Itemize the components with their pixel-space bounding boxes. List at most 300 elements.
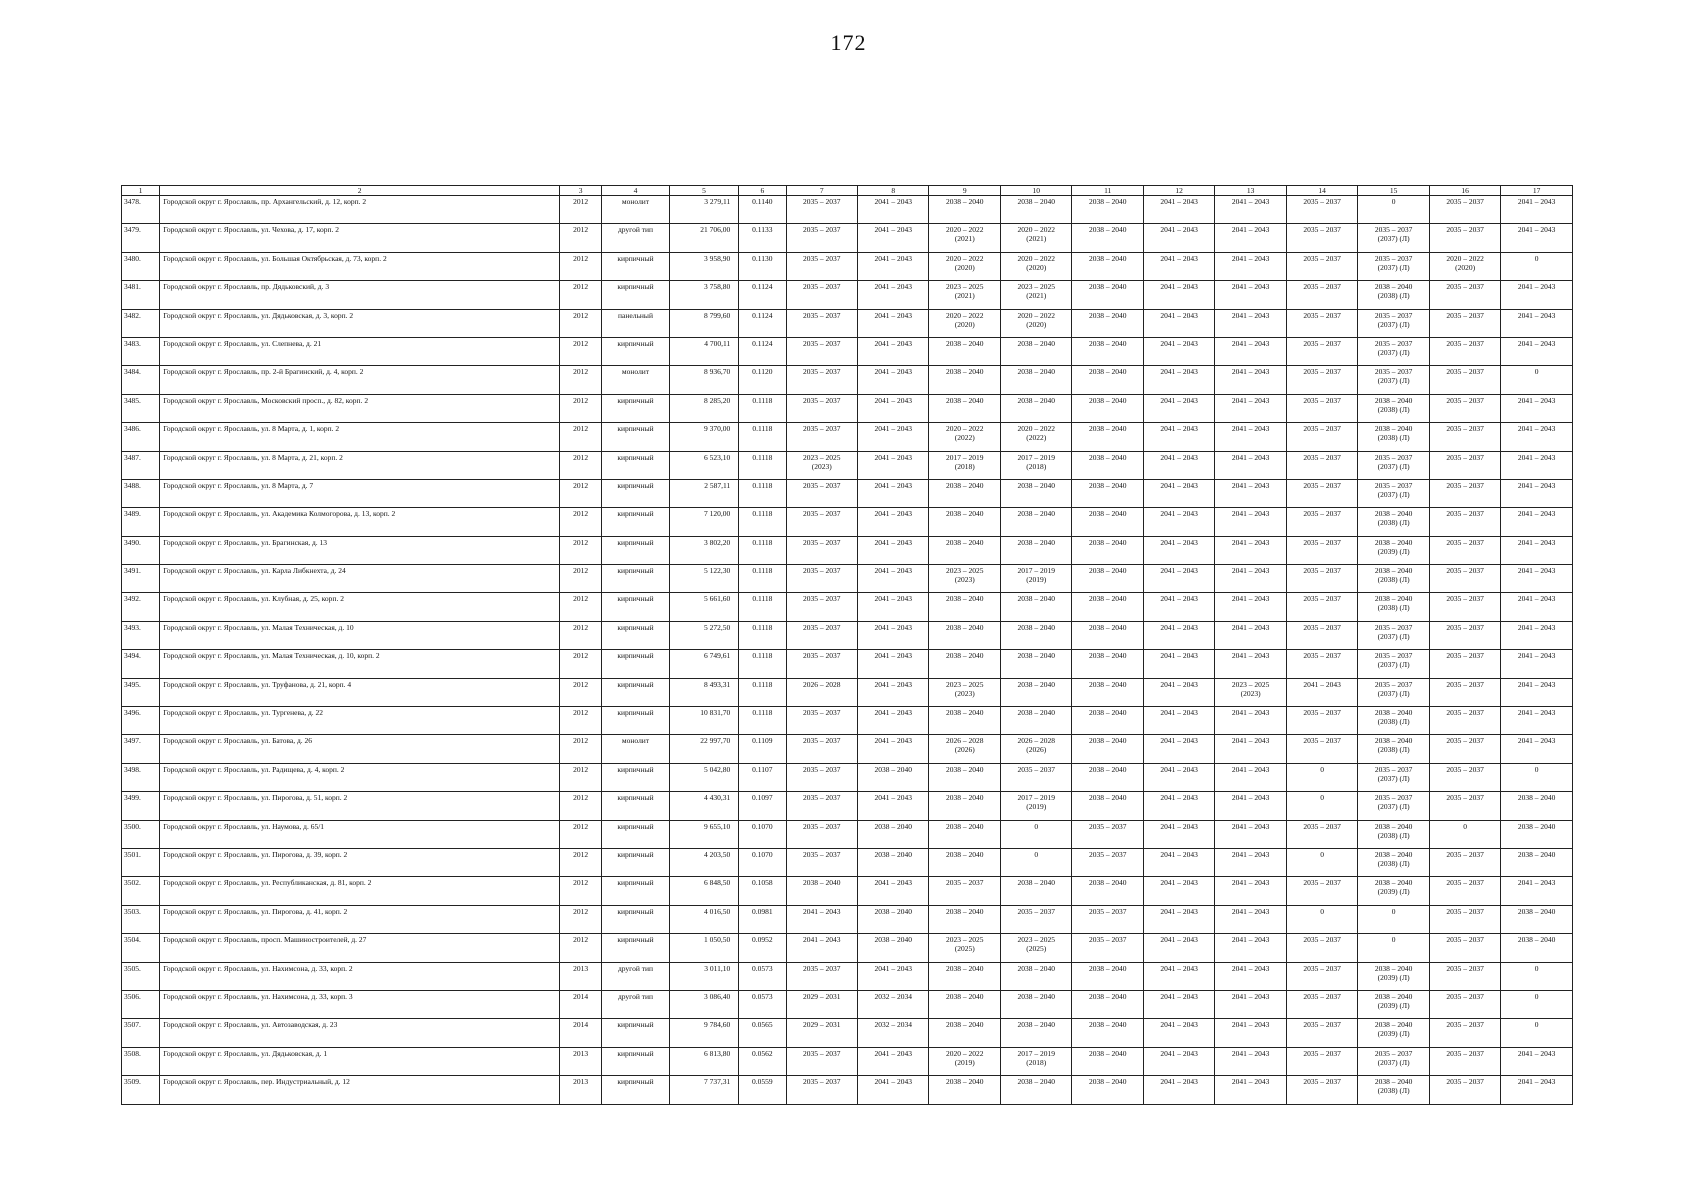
period-range: 2032 – 2034 bbox=[874, 1020, 912, 1030]
period-range: 2041 – 2043 bbox=[874, 253, 912, 263]
period-cell-col-13 bbox=[1215, 309, 1286, 337]
period-cell-col-17 bbox=[1501, 621, 1573, 649]
period-cell-col-15 bbox=[1358, 820, 1429, 848]
period-range: 2020 – 2022 bbox=[1017, 310, 1055, 320]
period-cell-col-12 bbox=[1143, 423, 1214, 451]
period-range: 2035 – 2037 bbox=[1303, 963, 1341, 973]
period-cell-col-11 bbox=[1072, 621, 1143, 649]
year-cell: 2012 bbox=[560, 678, 602, 706]
period-cell-col-8 bbox=[858, 252, 929, 280]
period-range: 2041 – 2043 bbox=[1231, 1077, 1270, 1087]
period-cell-col-15 bbox=[1358, 792, 1429, 820]
period-range: 2035 – 2037 bbox=[1017, 764, 1055, 774]
period-cell-col-7 bbox=[786, 565, 857, 593]
address-cell: Городской округ г. Ярославль, ул. Клубная, д. 25, корп. 2 bbox=[160, 593, 560, 621]
period-cell-col-15 bbox=[1358, 848, 1429, 876]
period-range: 2038 – 2040 bbox=[945, 622, 984, 632]
period-cell-col-7 bbox=[786, 366, 857, 394]
period-range: 2020 – 2022 bbox=[1017, 253, 1055, 263]
period-cell-col-14 bbox=[1286, 621, 1357, 649]
period-cell-col-11 bbox=[1072, 707, 1143, 735]
period-cell-col-7 bbox=[786, 479, 857, 507]
period-cell-col-9 bbox=[929, 394, 1000, 422]
period-range: 0 bbox=[1034, 821, 1039, 831]
period-range: 2035 – 2037 bbox=[1446, 424, 1484, 434]
area-cell: 3 802,20 bbox=[669, 536, 738, 564]
period-cell-col-7 bbox=[786, 196, 857, 224]
period-cell-col-16 bbox=[1429, 962, 1500, 990]
period-year-note: (2038) (Л) bbox=[1377, 745, 1410, 755]
period-range: 2038 – 2040 bbox=[1374, 282, 1413, 292]
period-range: 2035 – 2037 bbox=[1303, 991, 1341, 1001]
period-range: 0 bbox=[1034, 849, 1039, 859]
table-row bbox=[122, 366, 1573, 394]
period-cell-col-8 bbox=[858, 309, 929, 337]
period-range: 2041 – 2043 bbox=[874, 367, 912, 377]
period-cell-col-17 bbox=[1501, 508, 1573, 536]
wall-material-cell: кирпичный bbox=[602, 337, 669, 365]
index-cell: 0.1140 bbox=[739, 196, 786, 224]
period-range: 2041 – 2043 bbox=[874, 793, 912, 803]
period-range: 2041 – 2043 bbox=[1231, 849, 1270, 859]
period-cell-col-7 bbox=[786, 934, 857, 962]
period-cell-col-13 bbox=[1215, 281, 1286, 309]
period-cell-col-11 bbox=[1072, 508, 1143, 536]
area-cell: 7 737,31 bbox=[669, 1076, 738, 1104]
period-cell-col-11 bbox=[1072, 366, 1143, 394]
period-range: 2023 – 2025 bbox=[945, 679, 984, 689]
period-range: 2041 – 2043 bbox=[1517, 708, 1556, 718]
area-cell: 6 749,61 bbox=[669, 650, 738, 678]
area-cell: 9 655,10 bbox=[669, 820, 738, 848]
year-cell: 2013 bbox=[560, 1047, 602, 1075]
period-cell-col-12 bbox=[1143, 281, 1214, 309]
period-cell-col-8 bbox=[858, 678, 929, 706]
period-range: 2038 – 2040 bbox=[1088, 991, 1127, 1001]
period-range: 2038 – 2040 bbox=[1088, 480, 1127, 490]
period-cell-col-16 bbox=[1429, 394, 1500, 422]
period-range: 2041 – 2043 bbox=[874, 878, 912, 888]
period-year-note: (2022) bbox=[1026, 433, 1047, 443]
period-cell-col-17 bbox=[1501, 451, 1573, 479]
period-cell-col-16 bbox=[1429, 820, 1500, 848]
wall-material-cell: кирпичный bbox=[602, 905, 669, 933]
period-cell-col-11 bbox=[1072, 650, 1143, 678]
period-range: 2035 – 2037 bbox=[1446, 1048, 1484, 1058]
column-number-header: 12 bbox=[1143, 186, 1214, 196]
period-range: 0 bbox=[1391, 935, 1396, 945]
table-row bbox=[122, 536, 1573, 564]
period-range: 2041 – 2043 bbox=[1517, 282, 1556, 292]
period-range: 2035 – 2037 bbox=[945, 878, 984, 888]
period-cell-col-10 bbox=[1000, 934, 1071, 962]
period-range: 2038 – 2040 bbox=[1017, 1020, 1055, 1030]
period-cell-col-12 bbox=[1143, 224, 1214, 252]
period-range: 2020 – 2022 bbox=[1446, 253, 1484, 263]
period-range: 2035 – 2037 bbox=[1446, 679, 1484, 689]
period-range: 2035 – 2037 bbox=[1446, 367, 1484, 377]
period-range: 2023 – 2025 bbox=[1017, 935, 1055, 945]
period-range: 2035 – 2037 bbox=[1446, 878, 1484, 888]
period-cell-col-8 bbox=[858, 877, 929, 905]
row-number-cell: 3496. bbox=[122, 707, 160, 735]
index-cell: 0.1124 bbox=[739, 337, 786, 365]
period-range: 2041 – 2043 bbox=[874, 651, 912, 661]
period-cell-col-11 bbox=[1072, 848, 1143, 876]
address-cell: Городской округ г. Ярославль, ул. Малая Техническая, д. 10 bbox=[160, 621, 560, 649]
period-range: 2041 – 2043 bbox=[1160, 935, 1198, 945]
period-cell-col-12 bbox=[1143, 678, 1214, 706]
period-cell-col-14 bbox=[1286, 423, 1357, 451]
index-cell: 0.1130 bbox=[739, 252, 786, 280]
period-range: 2041 – 2043 bbox=[1160, 225, 1198, 235]
period-cell-col-10 bbox=[1000, 905, 1071, 933]
period-cell-col-11 bbox=[1072, 1019, 1143, 1047]
period-cell-col-8 bbox=[858, 366, 929, 394]
period-cell-col-10 bbox=[1000, 735, 1071, 763]
period-range: 2038 – 2040 bbox=[1088, 736, 1127, 746]
row-number-cell: 3492. bbox=[122, 593, 160, 621]
period-range: 2035 – 2037 bbox=[1446, 480, 1484, 490]
period-cell-col-9 bbox=[929, 508, 1000, 536]
period-year-note: (2023) bbox=[954, 575, 975, 585]
table-row bbox=[122, 593, 1573, 621]
period-range: 2041 – 2043 bbox=[1160, 622, 1198, 632]
index-cell: 0.1118 bbox=[739, 678, 786, 706]
wall-material-cell: кирпичный bbox=[602, 252, 669, 280]
period-range: 2041 – 2043 bbox=[1231, 566, 1270, 576]
period-cell-col-17 bbox=[1501, 593, 1573, 621]
period-range: 0 bbox=[1320, 906, 1325, 916]
period-cell-col-10 bbox=[1000, 962, 1071, 990]
period-range: 2035 – 2037 bbox=[1446, 452, 1484, 462]
period-cell-col-14 bbox=[1286, 196, 1357, 224]
period-cell-col-7 bbox=[786, 962, 857, 990]
period-cell-col-14 bbox=[1286, 678, 1357, 706]
period-range: 2038 – 2040 bbox=[1374, 821, 1413, 831]
period-year-note: (2019) bbox=[1026, 575, 1047, 585]
period-range: 2035 – 2037 bbox=[1303, 395, 1341, 405]
column-number-header: 9 bbox=[929, 186, 1000, 196]
period-range: 2041 – 2043 bbox=[1231, 225, 1270, 235]
period-cell-col-12 bbox=[1143, 848, 1214, 876]
period-cell-col-15 bbox=[1358, 508, 1429, 536]
period-range: 2038 – 2040 bbox=[1017, 480, 1055, 490]
period-cell-col-9 bbox=[929, 735, 1000, 763]
period-range: 2035 – 2037 bbox=[1374, 452, 1413, 462]
area-cell: 8 493,31 bbox=[669, 678, 738, 706]
index-cell: 0.1120 bbox=[739, 366, 786, 394]
address-cell: Городской округ г. Ярославль, ул. Малая Техническая, д. 10, корп. 2 bbox=[160, 650, 560, 678]
period-cell-col-15 bbox=[1358, 423, 1429, 451]
period-year-note: (2039) (Л) bbox=[1377, 1000, 1410, 1010]
wall-material-cell: кирпичный bbox=[602, 820, 669, 848]
row-number-cell: 3500. bbox=[122, 820, 160, 848]
wall-material-cell: монолит bbox=[602, 366, 669, 394]
period-range: 2041 – 2043 bbox=[1160, 1077, 1198, 1087]
period-range: 2038 – 2040 bbox=[1017, 878, 1055, 888]
period-cell-col-15 bbox=[1358, 962, 1429, 990]
period-range: 2041 – 2043 bbox=[1517, 452, 1556, 462]
address-cell: Городской округ г. Ярославль, ул. 8 Марта, д. 21, корп. 2 bbox=[160, 451, 560, 479]
period-cell-col-8 bbox=[858, 905, 929, 933]
period-range: 2041 – 2043 bbox=[1231, 878, 1270, 888]
period-cell-col-12 bbox=[1143, 252, 1214, 280]
period-range: 2041 – 2043 bbox=[1231, 793, 1270, 803]
period-range: 2041 – 2043 bbox=[1517, 679, 1556, 689]
year-cell: 2012 bbox=[560, 309, 602, 337]
period-cell-col-14 bbox=[1286, 479, 1357, 507]
index-cell: 0.1118 bbox=[739, 536, 786, 564]
period-cell-col-7 bbox=[786, 1047, 857, 1075]
row-number-cell: 3503. bbox=[122, 905, 160, 933]
year-cell: 2012 bbox=[560, 621, 602, 649]
period-cell-col-9 bbox=[929, 962, 1000, 990]
address-cell: Городской округ г. Ярославль, ул. Большая Октябрьская, д. 73, корп. 2 bbox=[160, 252, 560, 280]
period-range: 2029 – 2031 bbox=[803, 991, 841, 1001]
period-range: 2035 – 2037 bbox=[1446, 395, 1484, 405]
year-cell: 2012 bbox=[560, 479, 602, 507]
period-range: 2035 – 2037 bbox=[1374, 480, 1413, 490]
year-cell: 2012 bbox=[560, 820, 602, 848]
period-range: 2035 – 2037 bbox=[1446, 991, 1484, 1001]
period-range: 2038 – 2040 bbox=[1374, 424, 1413, 434]
period-cell-col-9 bbox=[929, 309, 1000, 337]
period-range: 2041 – 2043 bbox=[1231, 282, 1270, 292]
table-row bbox=[122, 678, 1573, 706]
period-range: 2038 – 2040 bbox=[874, 821, 912, 831]
period-cell-col-8 bbox=[858, 508, 929, 536]
period-cell-col-11 bbox=[1072, 423, 1143, 451]
table-row bbox=[122, 565, 1573, 593]
index-cell: 0.1118 bbox=[739, 451, 786, 479]
period-year-note: (2023) bbox=[1240, 688, 1261, 698]
address-cell: Городской округ г. Ярославль, ул. Труфанова, д. 21, корп. 4 bbox=[160, 678, 560, 706]
period-range: 2035 – 2037 bbox=[803, 197, 841, 206]
period-range: 0 bbox=[1534, 367, 1539, 377]
period-range: 2038 – 2040 bbox=[1517, 821, 1556, 831]
period-cell-col-13 bbox=[1215, 451, 1286, 479]
period-range: 2041 – 2043 bbox=[1160, 310, 1198, 320]
period-range: 2038 – 2040 bbox=[1017, 367, 1055, 377]
row-number-cell: 3484. bbox=[122, 366, 160, 394]
period-year-note: (2038) (Л) bbox=[1377, 433, 1410, 443]
period-range: 2038 – 2040 bbox=[945, 1077, 984, 1087]
period-range: 2020 – 2022 bbox=[1017, 225, 1055, 235]
row-number-cell: 3481. bbox=[122, 281, 160, 309]
period-year-note: (2038) (Л) bbox=[1377, 830, 1410, 840]
period-cell-col-13 bbox=[1215, 905, 1286, 933]
period-range: 2038 – 2040 bbox=[1374, 537, 1413, 547]
period-range: 2035 – 2037 bbox=[1303, 509, 1341, 519]
period-cell-col-9 bbox=[929, 281, 1000, 309]
period-range: 2041 – 2043 bbox=[1160, 282, 1198, 292]
period-range: 2038 – 2040 bbox=[1374, 878, 1413, 888]
period-cell-col-16 bbox=[1429, 224, 1500, 252]
period-range: 2035 – 2037 bbox=[1303, 197, 1341, 206]
period-cell-col-12 bbox=[1143, 196, 1214, 224]
area-cell: 7 120,00 bbox=[669, 508, 738, 536]
period-cell-col-17 bbox=[1501, 990, 1573, 1018]
address-cell: Городской округ г. Ярославль, ул. 8 Марта, д. 7 bbox=[160, 479, 560, 507]
period-cell-col-16 bbox=[1429, 565, 1500, 593]
period-range: 2035 – 2037 bbox=[803, 849, 841, 859]
period-range: 2041 – 2043 bbox=[1231, 1048, 1270, 1058]
wall-material-cell: кирпичный bbox=[602, 848, 669, 876]
area-cell: 8 285,20 bbox=[669, 394, 738, 422]
period-cell-col-7 bbox=[786, 337, 857, 365]
period-range: 0 bbox=[1534, 764, 1539, 774]
period-range: 2038 – 2040 bbox=[1374, 963, 1413, 973]
column-number-header: 4 bbox=[602, 186, 669, 196]
index-cell: 0.1118 bbox=[739, 650, 786, 678]
period-cell-col-15 bbox=[1358, 394, 1429, 422]
period-cell-col-9 bbox=[929, 621, 1000, 649]
period-cell-col-12 bbox=[1143, 1019, 1214, 1047]
period-cell-col-14 bbox=[1286, 735, 1357, 763]
period-cell-col-11 bbox=[1072, 763, 1143, 791]
period-cell-col-17 bbox=[1501, 820, 1573, 848]
period-year-note: (2037) (Л) bbox=[1377, 234, 1410, 244]
page-number: 172 bbox=[830, 30, 867, 55]
period-range: 2038 – 2040 bbox=[1088, 338, 1127, 348]
period-range: 0 bbox=[1391, 906, 1396, 916]
wall-material-cell: кирпичный bbox=[602, 763, 669, 791]
table-row bbox=[122, 337, 1573, 365]
period-cell-col-16 bbox=[1429, 678, 1500, 706]
area-cell: 5 272,50 bbox=[669, 621, 738, 649]
period-cell-col-9 bbox=[929, 990, 1000, 1018]
period-range: 2035 – 2037 bbox=[1446, 906, 1484, 916]
period-cell-col-9 bbox=[929, 337, 1000, 365]
period-range: 2041 – 2043 bbox=[874, 424, 912, 434]
period-cell-col-14 bbox=[1286, 1047, 1357, 1075]
period-cell-col-13 bbox=[1215, 423, 1286, 451]
period-range: 2041 – 2043 bbox=[1160, 509, 1198, 519]
period-cell-col-11 bbox=[1072, 735, 1143, 763]
period-cell-col-13 bbox=[1215, 962, 1286, 990]
period-year-note: (2039) (Л) bbox=[1377, 1029, 1410, 1039]
period-range: 2035 – 2037 bbox=[1446, 197, 1484, 206]
period-cell-col-10 bbox=[1000, 621, 1071, 649]
address-cell: Городской округ г. Ярославль, ул. Пирогова, д. 51, корп. 2 bbox=[160, 792, 560, 820]
period-cell-col-14 bbox=[1286, 252, 1357, 280]
period-range: 2041 – 2043 bbox=[874, 594, 912, 604]
period-year-note: (2037) (Л) bbox=[1377, 802, 1410, 812]
wall-material-cell: кирпичный bbox=[602, 707, 669, 735]
period-cell-col-10 bbox=[1000, 252, 1071, 280]
period-cell-col-15 bbox=[1358, 650, 1429, 678]
period-range: 2041 – 2043 bbox=[874, 679, 912, 689]
index-cell: 0.1118 bbox=[739, 565, 786, 593]
period-range: 2035 – 2037 bbox=[1088, 849, 1127, 859]
wall-material-cell: кирпичный bbox=[602, 621, 669, 649]
period-cell-col-15 bbox=[1358, 763, 1429, 791]
period-year-note: (2019) bbox=[1026, 802, 1047, 812]
period-range: 2035 – 2037 bbox=[1303, 225, 1341, 235]
period-cell-col-13 bbox=[1215, 508, 1286, 536]
period-range: 2041 – 2043 bbox=[874, 708, 912, 718]
address-cell: Городской округ г. Ярославль, пер. Индустриальный, д. 12 bbox=[160, 1076, 560, 1104]
period-cell-col-7 bbox=[786, 735, 857, 763]
period-range: 2038 – 2040 bbox=[874, 849, 912, 859]
period-cell-col-8 bbox=[858, 707, 929, 735]
period-cell-col-15 bbox=[1358, 536, 1429, 564]
year-cell: 2012 bbox=[560, 451, 602, 479]
wall-material-cell: кирпичный bbox=[602, 678, 669, 706]
period-cell-col-16 bbox=[1429, 1019, 1500, 1047]
period-cell-col-15 bbox=[1358, 707, 1429, 735]
period-range: 2035 – 2037 bbox=[1303, 1020, 1341, 1030]
period-cell-col-8 bbox=[858, 536, 929, 564]
year-cell: 2012 bbox=[560, 593, 602, 621]
period-range: 2035 – 2037 bbox=[1303, 736, 1341, 746]
period-cell-col-7 bbox=[786, 621, 857, 649]
year-cell: 2012 bbox=[560, 905, 602, 933]
period-range: 2038 – 2040 bbox=[1088, 452, 1127, 462]
address-cell: Городской округ г. Ярославль, ул. Дядьковская, д. 3, корп. 2 bbox=[160, 309, 560, 337]
period-range: 2038 – 2040 bbox=[1088, 1077, 1127, 1087]
index-cell: 0.1124 bbox=[739, 309, 786, 337]
period-range: 2041 – 2043 bbox=[1160, 424, 1198, 434]
period-range: 0 bbox=[1320, 849, 1325, 859]
period-year-note: (2023) bbox=[954, 688, 975, 698]
index-cell: 0.0952 bbox=[739, 934, 786, 962]
row-number-cell: 3489. bbox=[122, 508, 160, 536]
table-row bbox=[122, 820, 1573, 848]
period-cell-col-10 bbox=[1000, 877, 1071, 905]
column-number-header: 8 bbox=[858, 186, 929, 196]
area-cell: 3 086,40 bbox=[669, 990, 738, 1018]
period-cell-col-11 bbox=[1072, 479, 1143, 507]
period-cell-col-8 bbox=[858, 593, 929, 621]
period-range: 2041 – 2043 bbox=[1160, 991, 1198, 1001]
period-range: 2041 – 2043 bbox=[1160, 793, 1198, 803]
period-range: 2023 – 2025 bbox=[803, 452, 841, 462]
period-range: 2041 – 2043 bbox=[1517, 225, 1556, 235]
period-range: 2035 – 2037 bbox=[1446, 935, 1484, 945]
period-cell-col-11 bbox=[1072, 281, 1143, 309]
period-cell-col-8 bbox=[858, 1019, 929, 1047]
table-row bbox=[122, 451, 1573, 479]
period-cell-col-15 bbox=[1358, 224, 1429, 252]
period-cell-col-13 bbox=[1215, 479, 1286, 507]
period-range: 2035 – 2037 bbox=[803, 395, 841, 405]
period-range: 0 bbox=[1320, 764, 1325, 774]
period-range: 2035 – 2037 bbox=[1446, 566, 1484, 576]
row-number-cell: 3487. bbox=[122, 451, 160, 479]
period-range: 2038 – 2040 bbox=[945, 1020, 984, 1030]
period-cell-col-14 bbox=[1286, 707, 1357, 735]
period-range: 2038 – 2040 bbox=[1088, 395, 1127, 405]
table-row bbox=[122, 905, 1573, 933]
period-range: 2041 – 2043 bbox=[1517, 736, 1556, 746]
period-range: 2029 – 2031 bbox=[803, 1020, 841, 1030]
period-range: 2038 – 2040 bbox=[1088, 1020, 1127, 1030]
address-cell: Городской округ г. Ярославль, ул. Радищева, д. 4, корп. 2 bbox=[160, 763, 560, 791]
period-cell-col-15 bbox=[1358, 934, 1429, 962]
period-range: 2041 – 2043 bbox=[1517, 197, 1556, 206]
index-cell: 0.1118 bbox=[739, 621, 786, 649]
period-cell-col-14 bbox=[1286, 508, 1357, 536]
period-range: 2035 – 2037 bbox=[803, 963, 841, 973]
period-range: 2038 – 2040 bbox=[1017, 338, 1055, 348]
period-cell-col-9 bbox=[929, 423, 1000, 451]
period-cell-col-13 bbox=[1215, 735, 1286, 763]
period-cell-col-13 bbox=[1215, 877, 1286, 905]
period-cell-col-12 bbox=[1143, 707, 1214, 735]
period-cell-col-14 bbox=[1286, 366, 1357, 394]
